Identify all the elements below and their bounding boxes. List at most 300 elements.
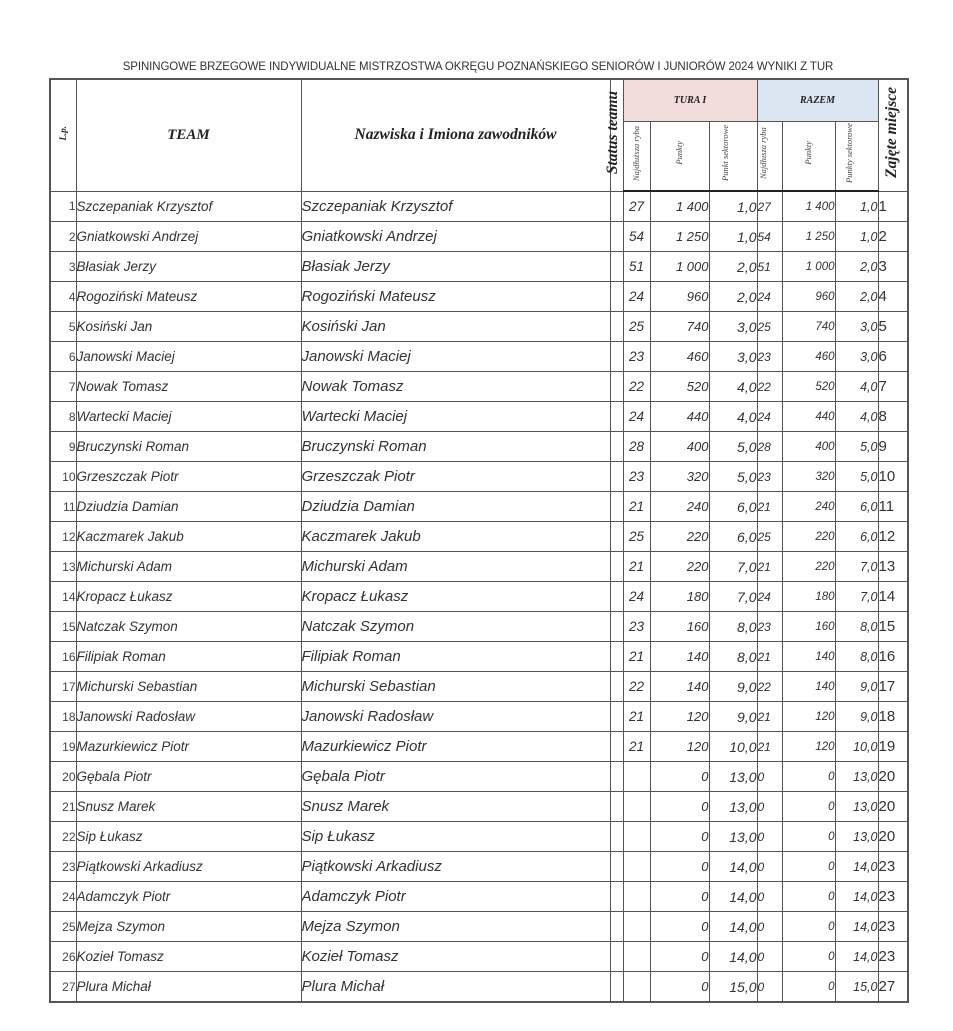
tura-longest-fish: 51 (623, 252, 650, 282)
total-sector-points: 3,0 (835, 312, 878, 342)
competitor-name: Wartecki Maciej (301, 402, 610, 432)
competitor-name: Natczak Szymon (301, 612, 610, 642)
tura-longest-fish (623, 882, 650, 912)
tura-longest-fish: 22 (623, 672, 650, 702)
place-cell: 19 (878, 732, 908, 762)
status-cell (610, 282, 623, 312)
tura-points: 1 000 (650, 252, 709, 282)
tura-points: 0 (650, 822, 709, 852)
total-sector-points: 13,0 (835, 822, 878, 852)
tura-points: 440 (650, 402, 709, 432)
status-cell (610, 612, 623, 642)
competitor-name: Kropacz Łukasz (301, 582, 610, 612)
table-row (50, 792, 908, 822)
tura-sector-points: 7,0 (709, 552, 757, 582)
table-row (50, 822, 908, 852)
row-number: 4 (50, 282, 76, 312)
total-sector-points: 4,0 (835, 402, 878, 432)
competitor-name: Adamczyk Piotr (301, 882, 610, 912)
team-cell: Snusz Marek (76, 792, 301, 822)
total-sector-points: 8,0 (835, 612, 878, 642)
status-cell (610, 942, 623, 972)
tura-longest-fish (623, 792, 650, 822)
total-points: 0 (782, 852, 835, 882)
place-cell: 16 (878, 642, 908, 672)
total-longest-fish: 24 (757, 582, 782, 612)
tura-points: 120 (650, 732, 709, 762)
row-number: 11 (50, 492, 76, 522)
header-team: TEAM (76, 79, 301, 191)
row-number: 6 (50, 342, 76, 372)
tura-points: 120 (650, 702, 709, 732)
team-cell: Plura Michał (76, 972, 301, 1003)
tura-points: 140 (650, 672, 709, 702)
header-lp: L.p. (50, 79, 76, 191)
tura-points: 400 (650, 432, 709, 462)
total-sector-points: 5,0 (835, 462, 878, 492)
row-number: 26 (50, 942, 76, 972)
table-row (50, 912, 908, 942)
total-longest-fish: 54 (757, 222, 782, 252)
row-number: 16 (50, 642, 76, 672)
header-tura-fish: Najdłuższa ryba (623, 121, 650, 191)
row-number: 24 (50, 882, 76, 912)
tura-sector-points: 3,0 (709, 312, 757, 342)
table-row (50, 312, 908, 342)
status-cell (610, 492, 623, 522)
row-number: 12 (50, 522, 76, 552)
total-points: 520 (782, 372, 835, 402)
place-cell: 15 (878, 612, 908, 642)
status-cell (610, 912, 623, 942)
row-number: 15 (50, 612, 76, 642)
total-points: 220 (782, 552, 835, 582)
tura-points: 0 (650, 882, 709, 912)
place-cell: 18 (878, 702, 908, 732)
tura-longest-fish: 28 (623, 432, 650, 462)
tura-sector-points: 14,0 (709, 852, 757, 882)
total-sector-points: 14,0 (835, 912, 878, 942)
tura-longest-fish: 24 (623, 582, 650, 612)
total-sector-points: 14,0 (835, 852, 878, 882)
place-cell: 23 (878, 912, 908, 942)
tura-sector-points: 5,0 (709, 462, 757, 492)
tura-longest-fish: 24 (623, 282, 650, 312)
tura-longest-fish: 54 (623, 222, 650, 252)
tura-longest-fish: 25 (623, 522, 650, 552)
tura-longest-fish: 23 (623, 612, 650, 642)
total-sector-points: 5,0 (835, 432, 878, 462)
competitor-name: Kozieł Tomasz (301, 942, 610, 972)
team-cell: Natczak Szymon (76, 612, 301, 642)
tura-longest-fish: 24 (623, 402, 650, 432)
team-cell: Kosiński Jan (76, 312, 301, 342)
total-points: 0 (782, 942, 835, 972)
header-place: Zajęte miejsce (878, 79, 908, 191)
total-longest-fish: 25 (757, 522, 782, 552)
total-points: 960 (782, 282, 835, 312)
total-longest-fish: 23 (757, 612, 782, 642)
row-number: 17 (50, 672, 76, 702)
status-cell (610, 822, 623, 852)
place-cell: 5 (878, 312, 908, 342)
status-cell (610, 252, 623, 282)
team-cell: Janowski Radosław (76, 702, 301, 732)
status-cell (610, 342, 623, 372)
team-cell: Filipiak Roman (76, 642, 301, 672)
team-cell: Wartecki Maciej (76, 402, 301, 432)
total-longest-fish: 21 (757, 552, 782, 582)
status-cell (610, 552, 623, 582)
total-sector-points: 6,0 (835, 522, 878, 552)
table-row (50, 942, 908, 972)
total-points: 1 000 (782, 252, 835, 282)
status-cell (610, 972, 623, 1003)
team-cell: Sip Łukasz (76, 822, 301, 852)
header-status: Status teamu (610, 79, 623, 191)
competitor-name: Grzeszczak Piotr (301, 462, 610, 492)
place-cell: 17 (878, 672, 908, 702)
tura-sector-points: 3,0 (709, 342, 757, 372)
tura-sector-points: 13,0 (709, 762, 757, 792)
tura-longest-fish: 23 (623, 342, 650, 372)
total-points: 140 (782, 672, 835, 702)
total-points: 0 (782, 762, 835, 792)
status-cell (610, 672, 623, 702)
team-cell: Kropacz Łukasz (76, 582, 301, 612)
status-cell (610, 372, 623, 402)
table-row (50, 732, 908, 762)
tura-sector-points: 4,0 (709, 402, 757, 432)
tura-sector-points: 14,0 (709, 942, 757, 972)
table-row (50, 372, 908, 402)
total-longest-fish: 24 (757, 282, 782, 312)
total-points: 1 400 (782, 191, 835, 222)
team-cell: Janowski Maciej (76, 342, 301, 372)
team-cell: Grzeszczak Piotr (76, 462, 301, 492)
row-number: 21 (50, 792, 76, 822)
total-sector-points: 6,0 (835, 492, 878, 522)
row-number: 19 (50, 732, 76, 762)
tura-points: 960 (650, 282, 709, 312)
tura-points: 0 (650, 942, 709, 972)
place-cell: 9 (878, 432, 908, 462)
status-cell (610, 432, 623, 462)
tura-sector-points: 7,0 (709, 582, 757, 612)
competitor-name: Bruczynski Roman (301, 432, 610, 462)
document-title: SPININGOWE BRZEGOWE INDYWIDUALNE MISTRZOSTWA OKRĘGU POZNAŃSKIEGO SENIORÓW I JUNIORÓW 2024 WYNIKI Z TUR (122, 61, 834, 73)
total-points: 740 (782, 312, 835, 342)
status-cell (610, 522, 623, 552)
tura-points: 0 (650, 762, 709, 792)
competitor-name: Filipiak Roman (301, 642, 610, 672)
row-number: 22 (50, 822, 76, 852)
total-longest-fish: 25 (757, 312, 782, 342)
total-sector-points: 7,0 (835, 582, 878, 612)
total-sector-points: 1,0 (835, 191, 878, 222)
tura-points: 0 (650, 852, 709, 882)
row-number: 8 (50, 402, 76, 432)
place-cell: 20 (878, 792, 908, 822)
tura-points: 140 (650, 642, 709, 672)
total-points: 120 (782, 702, 835, 732)
place-cell: 20 (878, 762, 908, 792)
table-row (50, 432, 908, 462)
total-longest-fish: 24 (757, 402, 782, 432)
table-row (50, 492, 908, 522)
total-longest-fish: 0 (757, 792, 782, 822)
table-row (50, 852, 908, 882)
status-cell (610, 402, 623, 432)
place-cell: 10 (878, 462, 908, 492)
status-cell (610, 642, 623, 672)
row-number: 20 (50, 762, 76, 792)
tura-longest-fish (623, 912, 650, 942)
total-sector-points: 1,0 (835, 222, 878, 252)
row-number: 13 (50, 552, 76, 582)
tura-points: 160 (650, 612, 709, 642)
total-points: 180 (782, 582, 835, 612)
tura-sector-points: 10,0 (709, 732, 757, 762)
total-points: 120 (782, 732, 835, 762)
total-points: 1 250 (782, 222, 835, 252)
row-number: 2 (50, 222, 76, 252)
competitor-name: Gębala Piotr (301, 762, 610, 792)
tura-points: 0 (650, 912, 709, 942)
competitor-name: Szczepaniak Krzysztof (301, 191, 610, 222)
table-row (50, 672, 908, 702)
total-longest-fish: 0 (757, 762, 782, 792)
competitor-name: Mazurkiewicz Piotr (301, 732, 610, 762)
header-razem-fish: Najdłusza ryba (757, 121, 782, 191)
total-points: 0 (782, 882, 835, 912)
place-cell: 20 (878, 822, 908, 852)
table-row (50, 582, 908, 612)
total-longest-fish: 0 (757, 912, 782, 942)
total-points: 160 (782, 612, 835, 642)
total-longest-fish: 22 (757, 672, 782, 702)
tura-sector-points: 13,0 (709, 822, 757, 852)
competitor-name: Błasiak Jerzy (301, 252, 610, 282)
total-longest-fish: 0 (757, 852, 782, 882)
tura-sector-points: 6,0 (709, 492, 757, 522)
table-row (50, 342, 908, 372)
header-tura-sector: Punkt sektorowe (709, 121, 757, 191)
row-number: 18 (50, 702, 76, 732)
table-row (50, 222, 908, 252)
competitor-name: Kosiński Jan (301, 312, 610, 342)
tura-points: 220 (650, 522, 709, 552)
total-longest-fish: 21 (757, 492, 782, 522)
header-razem: RAZEM (757, 79, 878, 121)
total-points: 440 (782, 402, 835, 432)
competitor-name: Michurski Sebastian (301, 672, 610, 702)
tura-points: 740 (650, 312, 709, 342)
status-cell (610, 312, 623, 342)
status-cell (610, 191, 623, 222)
header-tura-i: TURA I (623, 79, 757, 121)
status-cell (610, 882, 623, 912)
tura-points: 1 250 (650, 222, 709, 252)
tura-sector-points: 4,0 (709, 372, 757, 402)
total-sector-points: 10,0 (835, 732, 878, 762)
place-cell: 13 (878, 552, 908, 582)
tura-longest-fish (623, 822, 650, 852)
total-points: 0 (782, 822, 835, 852)
competitor-name: Michurski Adam (301, 552, 610, 582)
tura-sector-points: 5,0 (709, 432, 757, 462)
tura-points: 520 (650, 372, 709, 402)
table-row (50, 282, 908, 312)
total-longest-fish: 22 (757, 372, 782, 402)
row-number: 10 (50, 462, 76, 492)
place-cell: 23 (878, 852, 908, 882)
competitor-name: Gniatkowski Andrzej (301, 222, 610, 252)
team-cell: Nowak Tomasz (76, 372, 301, 402)
total-points: 0 (782, 912, 835, 942)
tura-longest-fish: 21 (623, 492, 650, 522)
total-longest-fish: 0 (757, 972, 782, 1003)
team-cell: Michurski Adam (76, 552, 301, 582)
competitor-name: Nowak Tomasz (301, 372, 610, 402)
team-cell: Michurski Sebastian (76, 672, 301, 702)
competitor-name: Janowski Radosław (301, 702, 610, 732)
total-sector-points: 3,0 (835, 342, 878, 372)
total-longest-fish: 51 (757, 252, 782, 282)
tura-points: 320 (650, 462, 709, 492)
row-number: 3 (50, 252, 76, 282)
team-cell: Bruczynski Roman (76, 432, 301, 462)
table-row (50, 702, 908, 732)
table-row (50, 642, 908, 672)
row-number: 1 (50, 191, 76, 222)
tura-points: 0 (650, 792, 709, 822)
competitor-name: Sip Łukasz (301, 822, 610, 852)
team-cell: Dziudzia Damian (76, 492, 301, 522)
total-sector-points: 2,0 (835, 252, 878, 282)
team-cell: Gębala Piotr (76, 762, 301, 792)
row-number: 27 (50, 972, 76, 1003)
table-row (50, 882, 908, 912)
competitor-name: Mejza Szymon (301, 912, 610, 942)
table-row (50, 612, 908, 642)
total-points: 220 (782, 522, 835, 552)
tura-points: 220 (650, 552, 709, 582)
total-longest-fish: 21 (757, 732, 782, 762)
place-cell: 6 (878, 342, 908, 372)
tura-longest-fish: 22 (623, 372, 650, 402)
team-cell: Szczepaniak Krzysztof (76, 191, 301, 222)
total-points: 0 (782, 792, 835, 822)
competitor-name: Snusz Marek (301, 792, 610, 822)
status-cell (610, 792, 623, 822)
place-cell: 1 (878, 191, 908, 222)
status-cell (610, 462, 623, 492)
competitor-name: Plura Michał (301, 972, 610, 1003)
tura-longest-fish: 21 (623, 642, 650, 672)
row-number: 25 (50, 912, 76, 942)
total-longest-fish: 21 (757, 702, 782, 732)
tura-points: 180 (650, 582, 709, 612)
tura-longest-fish: 21 (623, 552, 650, 582)
tura-points: 460 (650, 342, 709, 372)
row-number: 5 (50, 312, 76, 342)
total-sector-points: 9,0 (835, 672, 878, 702)
tura-longest-fish: 21 (623, 702, 650, 732)
total-sector-points: 2,0 (835, 282, 878, 312)
total-sector-points: 9,0 (835, 702, 878, 732)
tura-sector-points: 8,0 (709, 612, 757, 642)
tura-longest-fish (623, 942, 650, 972)
place-cell: 14 (878, 582, 908, 612)
competitor-name: Kaczmarek Jakub (301, 522, 610, 552)
total-longest-fish: 27 (757, 191, 782, 222)
total-longest-fish: 23 (757, 342, 782, 372)
results-table (49, 78, 909, 1003)
total-points: 400 (782, 432, 835, 462)
table-row (50, 552, 908, 582)
tura-sector-points: 2,0 (709, 282, 757, 312)
place-cell: 23 (878, 882, 908, 912)
header-razem-points: Punkty (782, 121, 835, 191)
row-number: 23 (50, 852, 76, 882)
place-cell: 12 (878, 522, 908, 552)
table-row (50, 522, 908, 552)
header-tura-points: Punkty (650, 121, 709, 191)
row-number: 9 (50, 432, 76, 462)
total-sector-points: 7,0 (835, 552, 878, 582)
total-longest-fish: 23 (757, 462, 782, 492)
tura-points: 0 (650, 972, 709, 1003)
status-cell (610, 732, 623, 762)
team-cell: Piątkowski Arkadiusz (76, 852, 301, 882)
tura-sector-points: 15,0 (709, 972, 757, 1003)
total-longest-fish: 21 (757, 642, 782, 672)
tura-longest-fish (623, 972, 650, 1003)
competitor-name: Dziudzia Damian (301, 492, 610, 522)
tura-longest-fish (623, 762, 650, 792)
tura-sector-points: 6,0 (709, 522, 757, 552)
tura-points: 240 (650, 492, 709, 522)
total-longest-fish: 0 (757, 822, 782, 852)
team-cell: Kozieł Tomasz (76, 942, 301, 972)
table-row (50, 972, 908, 1003)
header-razem-sector: Punkty sektorowe (835, 121, 878, 191)
table-row (50, 252, 908, 282)
team-cell: Gniatkowski Andrzej (76, 222, 301, 252)
total-sector-points: 15,0 (835, 972, 878, 1003)
place-cell: 4 (878, 282, 908, 312)
team-cell: Błasiak Jerzy (76, 252, 301, 282)
tura-longest-fish: 27 (623, 191, 650, 222)
total-sector-points: 13,0 (835, 792, 878, 822)
table-row (50, 191, 908, 222)
status-cell (610, 852, 623, 882)
tura-longest-fish (623, 852, 650, 882)
total-points: 460 (782, 342, 835, 372)
total-points: 320 (782, 462, 835, 492)
total-sector-points: 8,0 (835, 642, 878, 672)
tura-points: 1 400 (650, 191, 709, 222)
table-row (50, 762, 908, 792)
header-names: Nazwiska i Imiona zawodników (301, 79, 610, 191)
tura-sector-points: 1,0 (709, 191, 757, 222)
team-cell: Mejza Szymon (76, 912, 301, 942)
total-longest-fish: 28 (757, 432, 782, 462)
total-points: 140 (782, 642, 835, 672)
team-cell: Rogoziński Mateusz (76, 282, 301, 312)
total-points: 240 (782, 492, 835, 522)
